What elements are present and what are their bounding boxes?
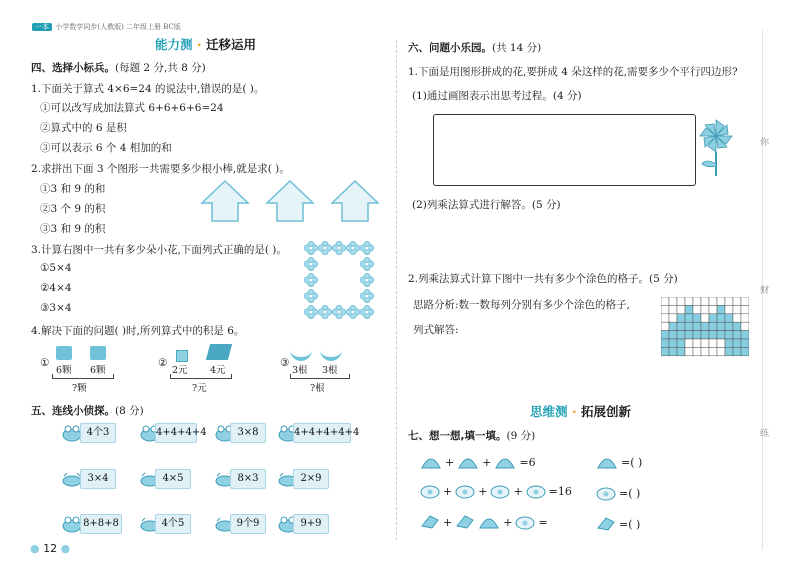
equation-3: + + =	[420, 514, 548, 530]
grid-cell	[741, 347, 749, 355]
grid-cell	[669, 297, 677, 305]
grid-cell	[693, 331, 701, 339]
q2-option-2: ②3 个 9 的积	[40, 203, 106, 215]
grid-cell	[717, 297, 725, 305]
clam-icon	[596, 485, 616, 501]
grid-cell	[685, 347, 693, 355]
q3-option-2: ②4×4	[40, 282, 72, 294]
grid-cell	[685, 314, 693, 322]
grid-cell	[669, 314, 677, 322]
grid-cell	[677, 305, 685, 313]
q4-opt3-b: 3根	[322, 365, 338, 376]
q4-opt2-a: 2元	[172, 365, 188, 376]
q1-option-2: ②算式中的 6 是积	[40, 122, 127, 134]
q1-option-3: ③可以表示 6 个 4 相加的和	[40, 142, 172, 154]
shaded-grid	[661, 297, 749, 357]
match-tile[interactable]: 8+8+8	[80, 514, 122, 534]
left-section-title: 能力测 · 迁移运用	[155, 37, 256, 52]
clam-icon	[515, 514, 535, 530]
p2-stem: 2.列乘法算式计算下图中一共有多少个涂色的格子。(5 分)	[408, 273, 678, 285]
candy-jar-icon	[90, 346, 106, 360]
grid-cell	[701, 297, 709, 305]
grid-cell	[685, 305, 693, 313]
shell-icon	[420, 454, 442, 470]
grid-cell	[709, 322, 717, 330]
q3-stem: 3.计算右图中一共有多少朵小花,下面列式正确的是( )。	[31, 244, 287, 256]
header-badge: 一本	[32, 23, 52, 31]
grid-cell	[693, 297, 701, 305]
grid-cell	[725, 322, 733, 330]
grid-cell	[677, 339, 685, 347]
clam-icon	[490, 483, 510, 499]
grid-cell	[741, 331, 749, 339]
arrow-figure-3	[332, 181, 378, 221]
q3-option-3: ③3×4	[40, 302, 72, 314]
sec6-heading: 六、问题小乐园。(共 14 分)	[408, 42, 542, 54]
grid-cell	[741, 339, 749, 347]
grid-cell	[733, 297, 741, 305]
grid-cell	[701, 339, 709, 347]
q4-stem: 4.解决下面的问题( )时,所列算式中的积是 6。	[31, 325, 245, 337]
p1-stem: 1.下面是用图形拼成的花,要拼成 4 朵这样的花,需要多少个平行四边形?	[408, 66, 738, 78]
arrow-figures	[200, 178, 390, 224]
grid-cell	[669, 322, 677, 330]
candy-jar-icon	[56, 346, 72, 360]
sec5-heading: 五、连线小侦探。(8 分)	[31, 405, 144, 417]
column-divider	[396, 40, 397, 540]
clam-icon	[526, 483, 546, 499]
match-tile[interactable]: 4+4+4+4	[155, 423, 197, 443]
grid-cell	[717, 339, 725, 347]
page-number: ● 12 ●	[30, 542, 71, 555]
grid-cell	[693, 347, 701, 355]
grid-cell	[741, 297, 749, 305]
right-section-title: 思维测 · 拓展创新	[530, 404, 631, 419]
match-tile[interactable]: 2×9	[293, 469, 329, 489]
grid-cell	[733, 339, 741, 347]
match-tile[interactable]: 4×5	[155, 469, 191, 489]
grid-cell	[709, 297, 717, 305]
book-icon	[206, 344, 232, 360]
banana-icon	[290, 347, 312, 361]
grid-cell	[661, 314, 669, 322]
grid-cell	[661, 305, 669, 313]
grid-cell	[669, 331, 677, 339]
q4-opt3-a: 3根	[292, 365, 308, 376]
grid-cell	[677, 347, 685, 355]
grid-cell	[725, 339, 733, 347]
banana-icon	[320, 347, 342, 361]
grid-cell	[733, 305, 741, 313]
q1-option-1: ①可以改写成加法算式 6+6+6+6=24	[40, 102, 224, 114]
grid-cell	[733, 331, 741, 339]
arrow-figure-2	[267, 181, 313, 221]
grid-cell	[717, 305, 725, 313]
grid-cell	[669, 305, 677, 313]
grid-cell	[701, 347, 709, 355]
q4-opt2-q: ?元	[192, 383, 207, 394]
conch-icon	[596, 516, 616, 532]
grid-cell	[717, 322, 725, 330]
grid-cell	[709, 339, 717, 347]
q4-opt1-b: 6颗	[90, 365, 106, 376]
grid-cell	[701, 322, 709, 330]
grid-cell	[661, 322, 669, 330]
grid-cell	[693, 322, 701, 330]
match-tile[interactable]: 4个5	[155, 514, 191, 534]
q3-option-1: ①5×4	[40, 262, 72, 274]
p1-sub1: (1)通过画图表示出思考过程。(4 分)	[412, 90, 582, 102]
sec4-heading: 四、选择小标兵。(每题 2 分,共 8 分)	[31, 62, 206, 74]
clam-icon	[420, 483, 440, 499]
grid-cell	[733, 322, 741, 330]
match-tile[interactable]: 3×8	[230, 423, 266, 443]
grid-cell	[717, 314, 725, 322]
grid-cell	[685, 339, 693, 347]
grid-cell	[741, 322, 749, 330]
shell-icon	[478, 514, 500, 530]
equation-1: + + =6	[420, 452, 536, 472]
drawing-answer-box[interactable]	[433, 114, 696, 186]
q4-opt3-num: ③	[280, 357, 290, 369]
q4-opt1-num: ①	[40, 357, 50, 369]
q4-opt3-brace	[290, 374, 350, 379]
grid-cell	[725, 297, 733, 305]
grid-cell	[685, 331, 693, 339]
grid-cell	[733, 314, 741, 322]
answer-3: =( )	[596, 516, 640, 532]
q2-stem: 2.求拼出下面 3 个图形一共需要多少根小棒,就是求( )。	[31, 163, 290, 175]
shell-icon	[494, 454, 516, 470]
flower-square	[303, 240, 375, 320]
sec7-heading: 七、想一想,填一填。(9 分)	[408, 430, 536, 442]
p2-answer-label: 列式解答:	[413, 324, 459, 336]
grid-cell	[661, 347, 669, 355]
q4-opt2-brace	[170, 374, 232, 379]
frog-icon	[62, 515, 82, 533]
q4-opt1-a: 6颗	[56, 365, 72, 376]
pinwheel-flower-icon	[696, 116, 736, 178]
p1-sub2: (2)列乘法算式进行解答。(5 分)	[412, 199, 561, 211]
grid-cell	[677, 331, 685, 339]
match-tile[interactable]: 4个3	[80, 423, 116, 443]
grid-cell	[701, 305, 709, 313]
margin-char-2: 财	[760, 286, 770, 296]
q4-opt3-q: ?根	[310, 383, 325, 394]
shell-icon	[596, 454, 618, 470]
q4-opt2-num: ②	[158, 357, 168, 369]
answer-1: =( )	[596, 454, 642, 470]
q4-opt1-q: ?颗	[72, 383, 87, 394]
eraser-icon	[176, 350, 188, 362]
grid-cell	[701, 314, 709, 322]
grid-cell	[661, 331, 669, 339]
grid-cell	[725, 331, 733, 339]
conch-icon	[420, 514, 440, 530]
grid-cell	[717, 331, 725, 339]
grid-cell	[693, 305, 701, 313]
grid-cell	[701, 331, 709, 339]
conch-icon	[455, 514, 475, 530]
shell-icon	[457, 454, 479, 470]
header	[32, 20, 181, 32]
equation-2: + + + =16	[420, 483, 572, 499]
q2-option-3: ③3 和 9 的积	[40, 223, 106, 235]
grid-cell	[717, 347, 725, 355]
grid-cell	[677, 314, 685, 322]
arrow-figure-1	[202, 181, 248, 221]
grid-cell	[741, 314, 749, 322]
grid-cell	[685, 297, 693, 305]
answer-2: =( )	[596, 485, 640, 501]
grid-cell	[661, 297, 669, 305]
grid-cell	[677, 322, 685, 330]
q4-opt2-b: 4元	[210, 365, 226, 376]
grid-cell	[741, 305, 749, 313]
grid-cell	[661, 339, 669, 347]
grid-cell	[677, 297, 685, 305]
grid-cell	[725, 347, 733, 355]
grid-cell	[725, 305, 733, 313]
grid-cell	[685, 322, 693, 330]
grid-cell	[709, 347, 717, 355]
grid-cell	[693, 314, 701, 322]
match-tile[interactable]: 9个9	[230, 514, 266, 534]
grid-cell	[693, 339, 701, 347]
match-tile[interactable]: 8×3	[230, 469, 266, 489]
q2-option-1: ①3 和 9 的和	[40, 183, 106, 195]
margin-char-3: 练	[760, 429, 770, 439]
match-tile[interactable]: 4+4+4+4+4	[293, 423, 351, 443]
grid-cell	[725, 314, 733, 322]
match-tile[interactable]: 3×4	[80, 469, 116, 489]
grid-cell	[709, 305, 717, 313]
clam-icon	[455, 483, 475, 499]
p2-hint: 思路分析:数一数每列分别有多少个涂色的格子,	[413, 299, 630, 311]
frog-icon	[62, 424, 82, 442]
header-title: 小学数学同步(人教版) 二年级上册 BC版	[55, 23, 181, 31]
grid-cell	[669, 339, 677, 347]
crab-icon	[62, 470, 82, 488]
match-tile[interactable]: 9+9	[293, 514, 329, 534]
grid-cell	[669, 347, 677, 355]
margin-char-1: 你	[760, 138, 770, 148]
q4-opt1-brace	[52, 374, 114, 379]
q1-stem: 1.下面关于算式 4×6=24 的说法中,错误的是( )。	[31, 83, 265, 95]
grid-cell	[733, 347, 741, 355]
grid-cell	[709, 314, 717, 322]
grid-cell	[709, 331, 717, 339]
